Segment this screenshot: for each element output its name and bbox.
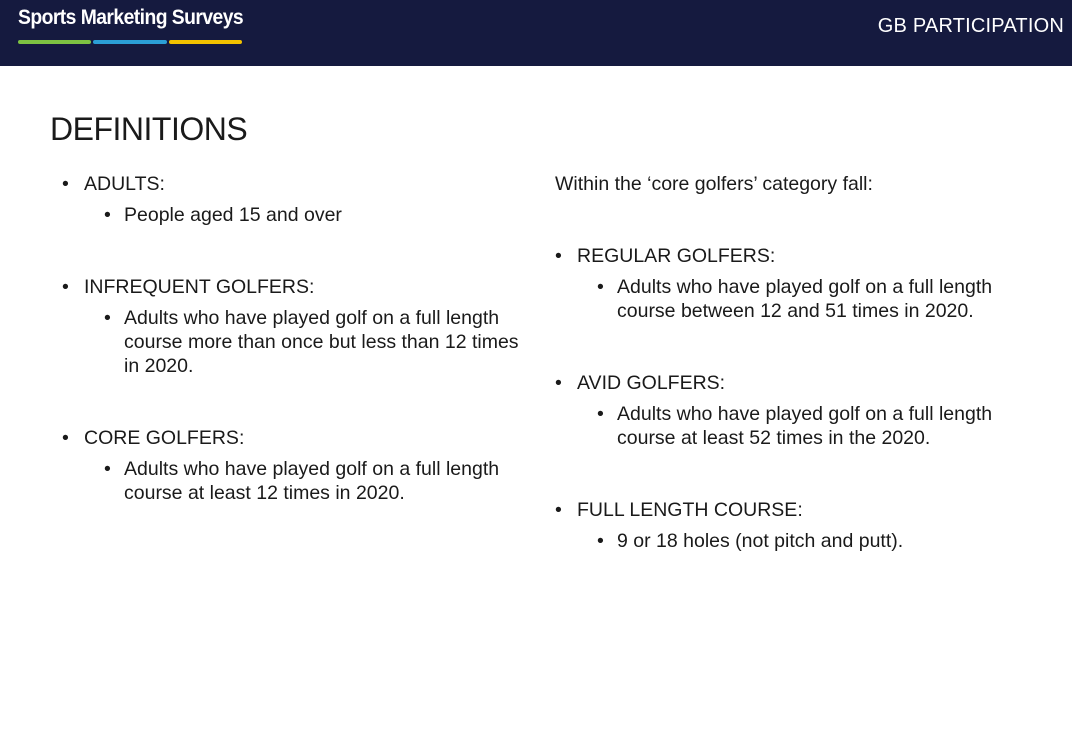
definition-avid-golfers bbox=[555, 371, 1025, 450]
definition-point bbox=[555, 275, 1025, 323]
definition-regular-golfers bbox=[555, 244, 1025, 323]
core-golfers-intro: Within the ‘core golfers’ category fall: bbox=[555, 173, 873, 195]
company-logo bbox=[16, 6, 246, 48]
logo-bar-blue bbox=[93, 40, 166, 44]
logo-bar-yellow bbox=[169, 40, 242, 44]
bullet-icon: • bbox=[597, 530, 604, 552]
header-bar bbox=[0, 0, 1072, 66]
definition-heading bbox=[555, 244, 1025, 268]
heading-text: ADULTS: bbox=[84, 173, 165, 195]
bullet-icon: • bbox=[555, 245, 562, 267]
definition-heading bbox=[555, 498, 1025, 522]
logo-text: Sports Marketing Surveys bbox=[18, 6, 244, 29]
point-text: Adults who have played golf on a full length course between 12 and 51 times in 2020. bbox=[617, 276, 993, 322]
logo-bar-green bbox=[18, 40, 91, 44]
point-text: Adults who have played golf on a full length course more than once but less than 12 times in 2020. bbox=[124, 307, 519, 377]
bullet-icon: • bbox=[62, 276, 69, 298]
heading-text: INFREQUENT GOLFERS: bbox=[84, 276, 315, 298]
point-text: People aged 15 and over bbox=[124, 204, 342, 226]
definition-heading bbox=[555, 371, 1025, 395]
bullet-icon: • bbox=[62, 173, 69, 195]
definition-point bbox=[555, 402, 1025, 450]
point-text: Adults who have played golf on a full length course at least 52 times in the 2020. bbox=[617, 403, 993, 449]
logo-color-bars bbox=[18, 40, 242, 44]
point-text: 9 or 18 holes (not pitch and putt). bbox=[617, 530, 904, 552]
heading-text: FULL LENGTH COURSE: bbox=[577, 499, 803, 521]
bullet-icon: • bbox=[555, 372, 562, 394]
bullet-icon: • bbox=[597, 403, 604, 425]
definition-heading bbox=[62, 426, 532, 450]
bullet-icon: • bbox=[104, 458, 111, 480]
right-column bbox=[555, 172, 1025, 553]
definition-infrequent-golfers bbox=[62, 275, 532, 378]
heading-text: REGULAR GOLFERS: bbox=[577, 245, 776, 267]
page-title: DEFINITIONS bbox=[50, 111, 248, 147]
bullet-icon: • bbox=[104, 307, 111, 329]
definition-point bbox=[555, 529, 1025, 553]
heading-text: CORE GOLFERS: bbox=[84, 427, 245, 449]
bullet-icon: • bbox=[104, 204, 111, 226]
definition-heading bbox=[62, 275, 532, 299]
left-column bbox=[62, 172, 532, 505]
definition-core-golfers bbox=[62, 426, 532, 505]
definition-heading bbox=[62, 172, 532, 196]
bullet-icon: • bbox=[555, 499, 562, 521]
definition-full-length-course bbox=[555, 498, 1025, 553]
heading-text: AVID GOLFERS: bbox=[577, 372, 726, 394]
definition-point bbox=[62, 457, 532, 505]
bullet-icon: • bbox=[62, 427, 69, 449]
definition-point bbox=[62, 306, 532, 378]
definition-adults bbox=[62, 172, 532, 227]
report-label: GB PARTICIPATION bbox=[877, 15, 1064, 37]
bullet-icon: • bbox=[597, 276, 604, 298]
definition-point bbox=[62, 203, 532, 227]
point-text: Adults who have played golf on a full length course at least 12 times in 2020. bbox=[124, 458, 500, 504]
